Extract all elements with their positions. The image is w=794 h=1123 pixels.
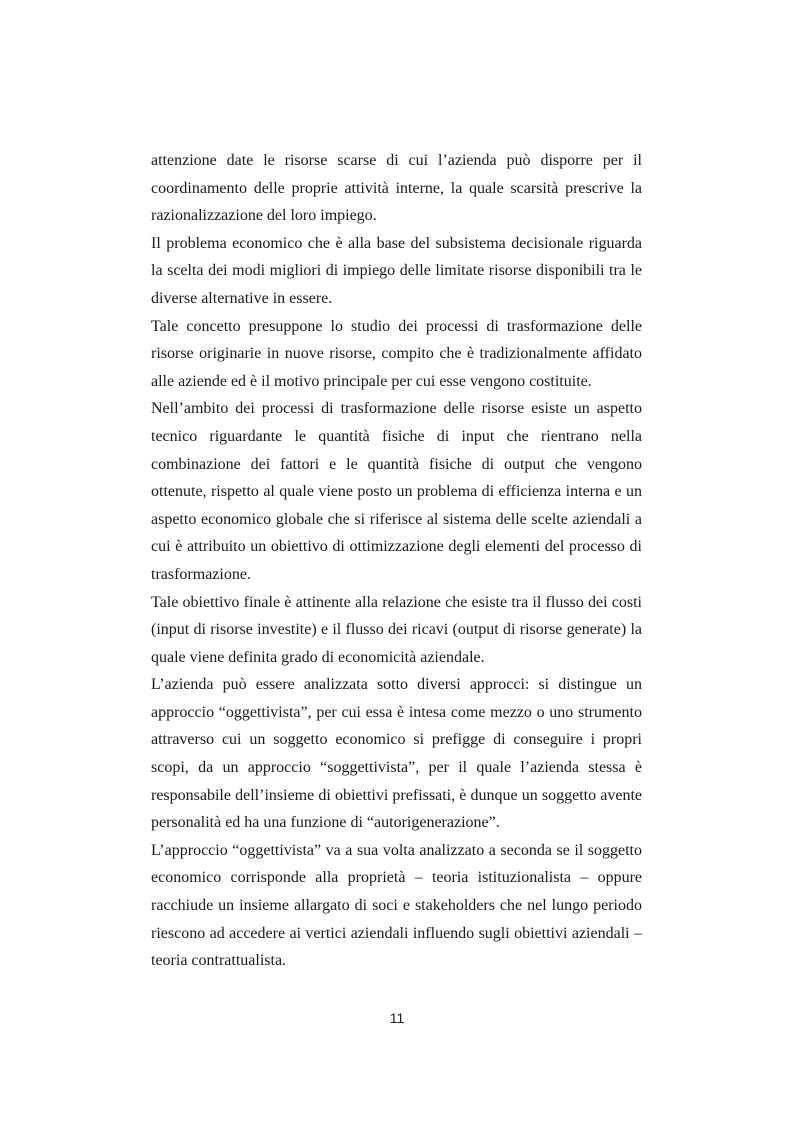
text-line: quale viene definita grado di economicità aziendale. [151,648,485,666]
paragraph [151,589,642,672]
text-line: riescono ad accedere ai vertici aziendali influendo sugli obiettivi aziendali – [151,924,642,942]
text-line: alle aziende ed è il motivo principale per cui esse vengono costituite. [151,372,592,390]
text-line: combinazione dei fattori e le quantità fisiche di output che vengono [151,455,642,473]
text-line: economico corrisponde alla proprietà – teoria istituzionalista – oppure [151,869,642,887]
text-line: cui è attribuito un obiettivo di ottimizzazione degli elementi del processo di [151,538,642,556]
text-line: (input di risorse investite) e il flusso dei ricavi (output di risorse generate) la [151,621,642,639]
text-line: racchiude un insieme allargato di soci e stakeholders che nel lungo periodo [151,897,642,915]
text-line: attraverso cui un soggetto economico si prefigge di conseguire i propri [151,731,642,749]
text-line: diverse alternative in essere. [151,289,333,307]
text-line: teoria contrattualista. [151,952,287,970]
text-line: aspetto economico globale che si riferisce al sistema delle scelte aziendali a [151,510,642,528]
paragraph [151,313,642,396]
text-line: ottenute, rispetto al quale viene posto un problema di efficienza interna e un [151,483,642,501]
paragraph [151,395,642,588]
text-line: attenzione date le risorse scarse di cui l’azienda può disporre per il [151,152,642,169]
text-line: L’azienda può essere analizzata sotto diversi approcci: si distingue un [151,676,642,694]
text-line: risorse originarie in nuove risorse, compito che è tradizionalmente affidato [151,345,642,363]
text-line: Tale obiettivo finale è attinente alla relazione che esiste tra il flusso dei costi [151,593,642,611]
paragraph [151,671,642,837]
page-number: 11 [389,1010,405,1026]
text-line: razionalizzazione del loro impiego. [151,207,377,225]
text-line: trasformazione. [151,565,251,583]
paragraph [151,230,642,313]
text-line: approccio “oggettivista”, per cui essa è intesa come mezzo o uno strumento [151,703,642,721]
text-line: scopi, da un approccio “soggettivista”, per il quale l’azienda stessa è [151,759,642,777]
body-text [151,147,642,975]
text-line: responsabile dell’insieme di obiettivi prefissati, è dunque un soggetto avente [151,786,642,804]
text-line: tecnico riguardante le quantità fisiche di input che rientrano nella [151,427,642,445]
text-line: Tale concetto presuppone lo studio dei processi di trasformazione delle [151,317,642,335]
text-line: coordinamento delle proprie attività interne, la quale scarsità prescrive la [151,179,642,197]
text-line: personalità ed ha una funzione di “autorigenerazione”. [151,814,500,832]
paragraph [151,837,642,975]
text-line: Nell’ambito dei processi di trasformazione delle risorse esiste un aspetto [151,400,642,418]
paragraph [151,147,642,230]
text-line: Il problema economico che è alla base del subsistema decisionale riguarda [151,234,642,252]
text-line: L’approccio “oggettivista” va a sua volta analizzato a seconda se il soggetto [151,841,642,859]
text-line: la scelta dei modi migliori di impiego delle limitate risorse disponibili tra le [151,262,642,280]
